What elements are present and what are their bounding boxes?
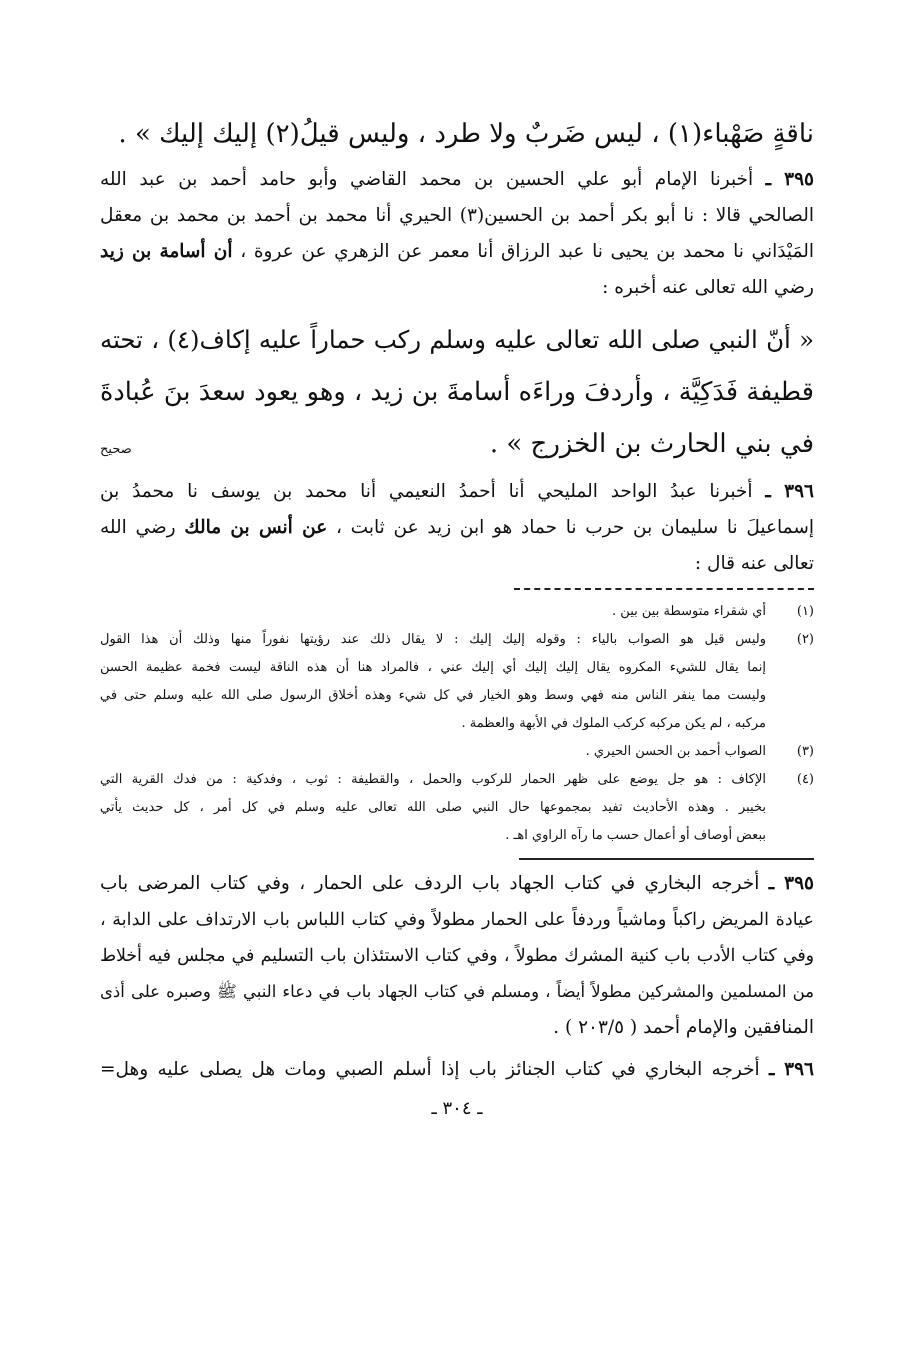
hadith-number: ٣٩٦ ـ	[765, 481, 814, 502]
takhrij-number: ٣٩٥ ـ	[768, 873, 814, 894]
hadith-396-isnad: ٣٩٦ ـ أخبرنا عبدُ الواحد المليحي أنا أحمدُ النعيمي أنا محمد بن يوسف نا محمدُ بن إسماعيلَ نا سليمان بن حرب نا حماد هو ابن زيد عن ثابت ، عن أنس بن مالك رضي الله تعالى عنه قال :	[100, 481, 814, 574]
footnote: (١) أي شقراء متوسطة بين بين .	[612, 604, 814, 619]
footnote-separator	[514, 588, 814, 590]
page-body	[100, 108, 814, 1119]
footnote: (٢) وليس قيل هو الصواب بالياء : وقوله إليك إليك : لا يقال ذلك عند رؤيتها نفوراً منها وذلك أن هذا القول إنما يقال للشيء المكروه يقال إليك إليك أي إليك عني ، فالمراد هنا أن هذه الناقة ليست فخمة عظيمة الحسن وليست مما ينفر الناس منه فهي وسط وهو الخيار في كل شيء وهذه أخلاق الرسول صلى الله عليه وسلم حتى في مركبه ، لم يكن مركبه كركب الملوك في الأبهة والعظمة .	[100, 632, 814, 731]
page-number: ـ ٣٠٤ ـ	[431, 1098, 483, 1119]
narrator-name: عن أنس بن مالك	[184, 517, 328, 538]
continued-text-line: ناقةٍ صَهْباء(١) ، ليس ضَربٌ ولا طرد ، وليس قيلُ(٢) إليك إليك » .	[118, 119, 814, 149]
hadith-395-matn: « أنّ النبي صلى الله تعالى عليه وسلم ركب حماراً عليه إكاف(٤) ، تحته قطيفة فَدَكِيَّة ، وأردفَ وراءَه أسامةَ بن زيد ، وهو يعود سعدَ بنَ عُبادةَ في بني الحارث بن الخزرج » . صحيح	[100, 314, 814, 470]
narrator-name: أن أسامة بن زيد	[100, 241, 233, 262]
takhrij-separator	[519, 858, 814, 860]
takhrij-396: ٣٩٦ ـ أخرجه البخاري في كتاب الجنائز باب إذا أسلم الصبي ومات هل يصلى عليه وهل=	[100, 1059, 814, 1080]
footnotes	[100, 598, 814, 850]
takhrij-number: ٣٩٦ ـ	[768, 1059, 814, 1080]
takhrij-395: ٣٩٥ ـ أخرجه البخاري في كتاب الجهاد باب الردف على الحمار ، وفي كتاب المرضى باب عيادة المريض راكباً وماشياً وردفاً على الحمار مطولاً وفي كتاب اللباس باب الارتداف على الدابة ، وفي كتاب الأدب باب كنية المشرك مطولاً ، وفي كتاب الاستئذان باب التسليم في مجلس فيه أخلاط من المسلمين والمشركين مطولاً أيضاً ، ومسلم في كتاب الجهاد باب في دعاء النبي ﷺ وصبره على أذى المنافقين والإمام أحمد ( ٢٠٣/٥ ) .	[100, 873, 814, 1038]
hadith-grade: صحيح	[100, 442, 132, 457]
hadith-395-isnad: ٣٩٥ ـ أخبرنا الإمام أبو علي الحسين بن محمد القاضي وأبو حامد أحمد بن عبد الله الصالحي قالا : نا أبو بكر أحمد بن الحسين(٣) الحيري أنا محمد بن أحمد بن محمد بن معقل المَيْدَاني نا محمد بن يحيى نا عبد الرزاق أنا معمر عن الزهري عن عروة ، أن أسامة بن زيد رضي الله تعالى عنه أخبره :	[100, 169, 814, 298]
footnote: (٣) الصواب أحمد بن الحسن الحيري .	[585, 744, 814, 759]
footnote: (٤) الإكاف : هو جل يوضع على ظهر الحمار للركوب والحمل ، والقطيفة : ثوب ، وفدكية : من فدك القرية التي بخيبر . وهذه الأحاديث تفيد بمجموعها حال النبي صلى الله تعالى عليه وسلم في كل أمر ، كل حديث يأتي ببعض أوصاف أو أعمال حسب ما رآه الراوي اهـ .	[100, 772, 814, 843]
hadith-number: ٣٩٥ ـ	[765, 169, 814, 190]
